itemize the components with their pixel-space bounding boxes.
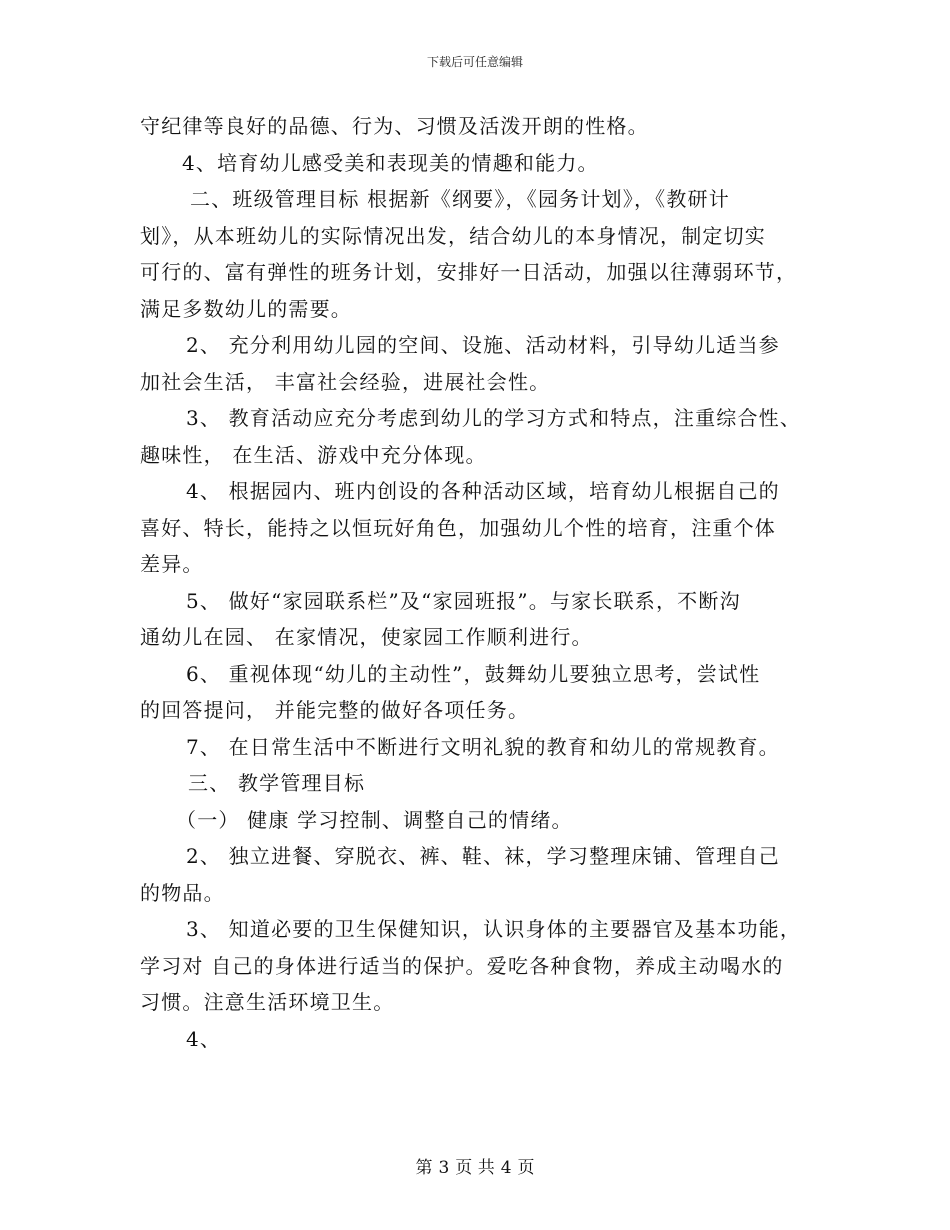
text-line: 差异。 (140, 552, 204, 576)
text-line: 4、 (186, 1026, 222, 1051)
text-line: 2、 独立进餐、穿脱衣、裤、鞋、袜，学习整理床铺、管理自己 (186, 844, 780, 868)
text-line: 三、 教学管理目标 (188, 771, 366, 795)
text-line: 喜好、特长，能持之以恒玩好角色，加强幼儿个性的培育，注重个体 (140, 515, 776, 540)
text-line: 守纪律等良好的品德、行为、习惯及活泼开朗的性格。 (140, 114, 649, 138)
page-label-middle: 页 共 (455, 1158, 495, 1178)
text-line: 习惯。注意生活环境卫生。 (140, 990, 395, 1014)
text-line: 2、 充分利用幼儿园的空间、设施、活动材料，引导幼儿适当参 (186, 333, 780, 357)
text-line: 划》，从本班幼儿的实际情况出发，结合幼儿的本身情况，制定切实 (140, 223, 766, 248)
page-total-number: 4 (500, 1158, 512, 1178)
page-label-suffix: 页 (517, 1158, 535, 1178)
text-line: 学习对 自己的身体进行适当的保护。爱吃各种食物，养成主动喝水的 (140, 953, 784, 978)
text-line: （一） 健康 学习控制、调整自己的情绪。 (176, 807, 573, 832)
text-line: 趣味性， 在生活、游戏中充分体现。 (140, 442, 487, 467)
text-line: 加社会生活， 丰富社会经验，进展社会性。 (140, 369, 551, 394)
text-line: 4、 根据园内、班内创设的各种活动区域，培育幼儿根据自己的 (186, 479, 780, 503)
text-line: 的回答提问， 并能完整的做好各项任务。 (140, 698, 530, 722)
page-header: 下载后可任意编辑 (426, 55, 523, 69)
text-line: 的物品。 (140, 880, 225, 905)
text-line: 5、 做好“家园联系栏”及“家园班报”。与家长联系，不断沟 (186, 588, 741, 613)
text-line: 二、班级管理目标 根据新《纲要》，《园务计划》，《教研计 (190, 187, 730, 211)
text-line: 3、 教育活动应充分考虑到幼儿的学习方式和特点，注重综合性、 (186, 406, 802, 430)
text-line: 6、 重视体现“幼儿的主动性”，鼓舞幼儿要独立思考，尝试性 (186, 661, 761, 686)
text-line: 7、 在日常生活中不断进行文明礼貌的教育和幼儿的常规教育。 (186, 734, 780, 759)
text-line: 满足多数幼儿的需要。 (140, 296, 352, 321)
document-body (140, 108, 820, 1057)
text-line: 可行的、富有弹性的班务计划，安排好一日活动，加强以往薄弱环节， (140, 260, 798, 284)
page-label-prefix: 第 (415, 1158, 433, 1178)
page-footer (0, 1153, 950, 1178)
text-line: 通幼儿在园、 在家情况，使家园工作顺利进行。 (140, 625, 593, 649)
text-line: 4、培育幼儿感受美和表现美的情趣和能力。 (182, 150, 599, 175)
text-line: 3、 知道必要的卫生保健知识，认识身体的主要器官及基本功能， (186, 917, 802, 941)
page-current-number: 3 (438, 1158, 450, 1178)
